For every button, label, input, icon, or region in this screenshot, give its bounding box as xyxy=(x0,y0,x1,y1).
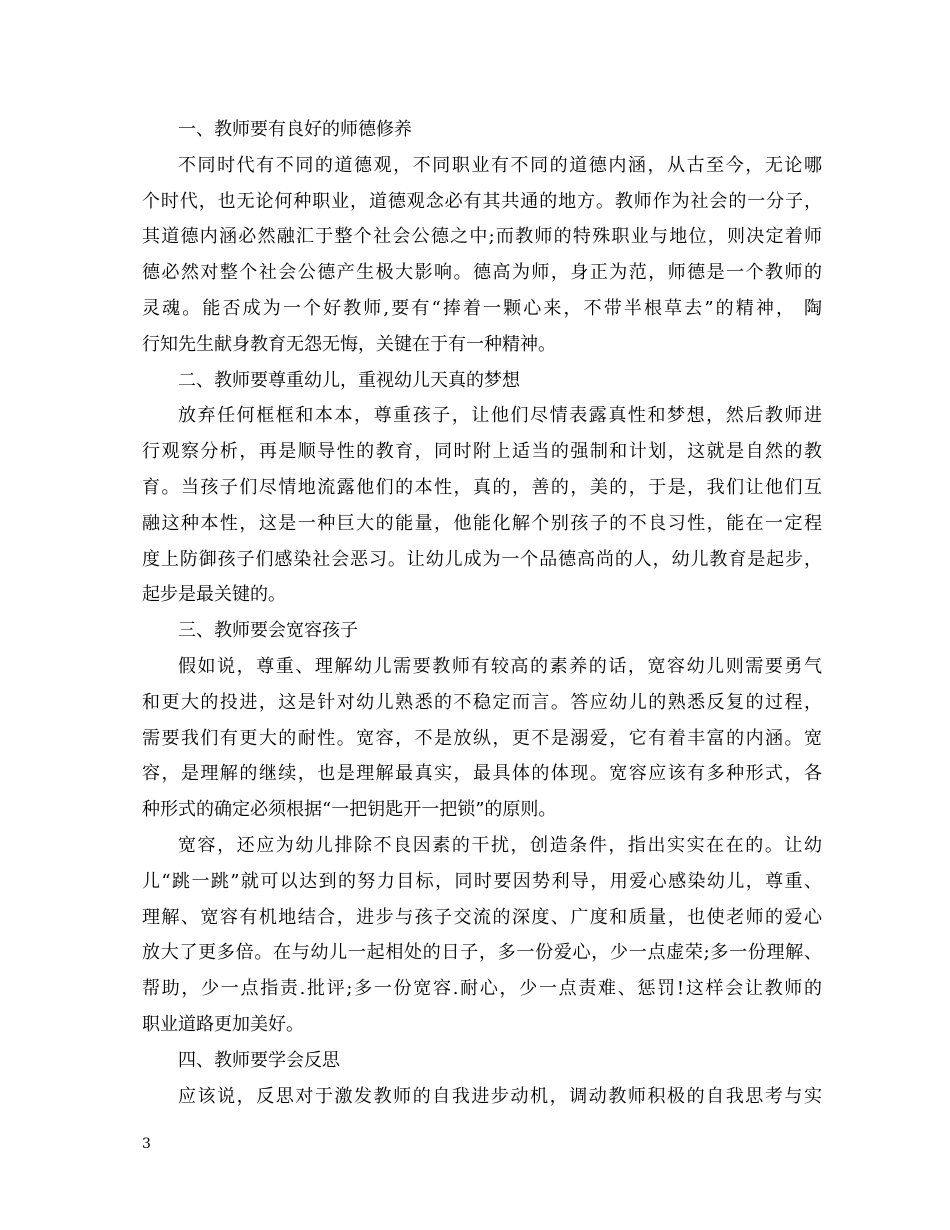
paragraph-line: 放弃任何框框和本本，尊重孩子，让他们尽情表露真性和梦想，然后教师进 xyxy=(178,405,822,427)
section-heading-3: 三、教师要会宽容孩子 xyxy=(178,620,358,642)
paragraph-line: 德必然对整个社会公德产生极大影响。德高为师，身正为范，师德是一个教师的 xyxy=(142,262,822,284)
paragraph-line: 行观察分析，再是顺导性的教育，同时附上适当的强制和计划，这就是自然的教 xyxy=(142,441,822,463)
paragraph-line: 放大了更多倍。在与幼儿一起相处的日子，多一份爱心，少一点虚荣;多一份理解、 xyxy=(142,942,822,964)
paragraph-line: 融这种本性，这是一种巨大的能量，他能化解个别孩子的不良习性，能在一定程 xyxy=(142,512,822,534)
section-heading-4: 四、教师要学会反思 xyxy=(178,1049,340,1071)
paragraph-line: 起步是最关键的。 xyxy=(142,584,286,606)
paragraph-line: 种形式的确定必须根据“一把钥匙开一把锁”的原则。 xyxy=(142,799,557,821)
paragraph-line: 个时代，也无论何种职业，道德观念必有其共通的地方。教师作为社会的一分子， xyxy=(142,190,822,212)
paragraph-line: 其道德内涵必然融汇于整个社会公德之中;而教师的特殊职业与地位，则决定着师 xyxy=(142,226,822,248)
paragraph-line: 不同时代有不同的道德观，不同职业有不同的道德内涵，从古至今，无论哪 xyxy=(178,154,822,176)
page-number: 3 xyxy=(142,1136,151,1152)
paragraph-line: 容，是理解的继续，也是理解最真实，最具体的体现。宽容应该有多种形式，各 xyxy=(142,763,822,785)
paragraph-line: 应该说，反思对于激发教师的自我进步动机，调动教师积极的自我思考与实 xyxy=(178,1085,822,1107)
paragraph-line: 和更大的投进，这是针对幼儿熟悉的不稳定而言。答应幼儿的熟悉反复的过程， xyxy=(142,691,822,713)
section-heading-2: 二、教师要尊重幼儿，重视幼儿天真的梦想 xyxy=(178,369,520,391)
paragraph-line: 灵魂。能否成为一个好教师,要有“捧着一颗心来，不带半根草去”的精神， 陶 xyxy=(142,297,822,319)
paragraph-line: 行知先生献身教育无怨无悔，关键在于有一种精神。 xyxy=(142,333,556,355)
paragraph-line: 需要我们有更大的耐性。宽容，不是放纵，更不是溺爱，它有着丰富的内涵。宽 xyxy=(142,727,822,749)
paragraph-line: 儿“跳一跳”就可以达到的努力目标，同时要因势利导，用爱心感染幼儿，尊重、 xyxy=(142,870,822,892)
paragraph-line: 宽容，还应为幼儿排除不良因素的干扰，创造条件，指出实实在在的。让幼 xyxy=(178,834,822,856)
paragraph-line: 理解、宽容有机地结合，进步与孩子交流的深度、广度和质量，也使老师的爱心 xyxy=(142,906,822,928)
document-body xyxy=(142,112,822,1114)
paragraph-line: 假如说，尊重、理解幼儿需要教师有较高的素养的话，宽容幼儿则需要勇气 xyxy=(178,655,822,677)
paragraph-line: 帮助，少一点指责.批评;多一份宽容.耐心，少一点责难、惩罚!这样会让教师的 xyxy=(142,978,822,1000)
section-heading-1: 一、教师要有良好的师德修养 xyxy=(178,119,412,140)
paragraph-line: 度上防御孩子们感染社会恶习。让幼儿成为一个品德高尚的人，幼儿教育是起步， xyxy=(142,548,822,570)
paragraph-line: 职业道路更加美好。 xyxy=(142,1013,304,1035)
paragraph-line: 育。当孩子们尽情地流露他们的本性，真的，善的，美的，于是，我们让他们互 xyxy=(142,476,822,498)
